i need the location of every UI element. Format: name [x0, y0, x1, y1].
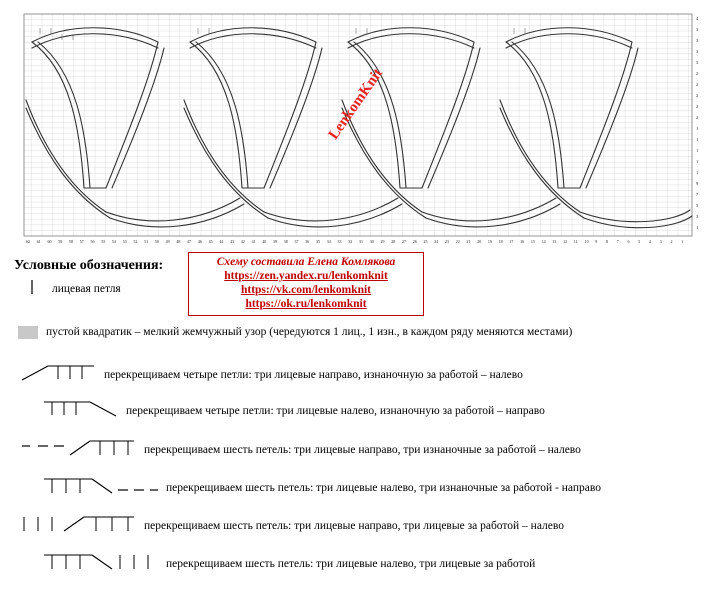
legend-item-label: перекрещиваем четыре петли: три лицевые налево, изнаночную за работой – направо: [126, 405, 545, 417]
column-label: 18: [498, 239, 503, 244]
column-label: 46: [197, 239, 202, 244]
column-label: 19: [487, 239, 492, 244]
column-label: 48: [176, 239, 181, 244]
knit-stitch-icon: [18, 278, 52, 301]
column-label: 57: [79, 239, 84, 244]
legend-item-knit-stitch: [18, 278, 121, 301]
legend-item-seed-stitch: [18, 326, 572, 339]
column-label: 7: [616, 239, 619, 244]
column-label: 14: [541, 239, 546, 244]
column-label: 5: [638, 239, 641, 244]
legend-item-label: перекрещиваем шесть петель: три лицевые направо, три изнаночные за работой – налево: [144, 444, 581, 456]
credit-link-vk[interactable]: https://vk.com/lenkomknit: [240, 284, 372, 296]
svg-text:5: 5: [696, 203, 699, 208]
column-label: 50: [154, 239, 159, 244]
column-label: 44: [219, 239, 224, 244]
svg-text:2: 2: [696, 93, 699, 98]
column-label: 11: [573, 239, 578, 244]
svg-text:3: 3: [696, 38, 699, 43]
cable-6-purl-left-icon: [40, 474, 160, 503]
column-label: 20: [477, 239, 482, 244]
legend-item-cable-6-knit-left: [40, 550, 535, 579]
svg-text:2: 2: [696, 82, 699, 87]
column-label: 15: [530, 239, 535, 244]
cable-4-right-icon: [18, 362, 98, 389]
knitting-chart: [10, 8, 710, 248]
cable-4-left-icon: [40, 398, 120, 425]
legend-title: Условные обозначения:: [14, 258, 164, 273]
column-label: 54: [111, 239, 116, 244]
column-label: 36: [305, 239, 310, 244]
column-label: 55: [101, 239, 106, 244]
svg-text:1: 1: [696, 159, 699, 164]
credit-link-zen[interactable]: https://zen.yandex.ru/lenkomknit: [224, 270, 388, 282]
column-label: 45: [208, 239, 213, 244]
column-label: 21: [466, 239, 471, 244]
legend-item-cable-6-purl-right: [18, 436, 581, 465]
column-label: 13: [552, 239, 557, 244]
column-label: 34: [326, 239, 331, 244]
column-label: 42: [240, 239, 245, 244]
column-label: 38: [283, 239, 288, 244]
legend-item-cable-4-right: [18, 362, 523, 389]
column-label: 30: [369, 239, 374, 244]
column-label: 41: [251, 239, 256, 244]
column-label: 24: [434, 239, 439, 244]
legend-item-label: лицевая петля: [52, 283, 121, 295]
column-label: 35: [316, 239, 320, 244]
legend-item-cable-4-left: [40, 398, 545, 425]
column-label: 52: [133, 239, 138, 244]
column-label: 47: [187, 239, 192, 244]
column-label: 49: [165, 239, 170, 244]
legend-item-label: перекрещиваем шесть петель: три лицевые налево, три изнаночные за работой - направо: [166, 482, 601, 494]
column-label: 56: [90, 239, 95, 244]
column-label: 39: [273, 239, 278, 244]
column-label: 62: [26, 239, 30, 244]
cable-6-knit-right-icon: [18, 512, 138, 541]
column-label: 22: [455, 239, 460, 244]
column-label: 43: [230, 239, 235, 244]
svg-text:9: 9: [696, 181, 699, 186]
column-label: 10: [584, 239, 589, 244]
column-label: 33: [337, 239, 342, 244]
svg-text:2: 2: [696, 71, 699, 76]
column-label: 4: [649, 239, 651, 244]
credit-author: Схему составила Елена Комлякова: [216, 256, 396, 268]
column-label: 16: [520, 239, 525, 244]
svg-text:1: 1: [696, 225, 699, 230]
column-label: 58: [69, 239, 73, 244]
legend-item-label: перекрещиваем шесть петель: три лицевые налево, три лицевые за работой: [166, 558, 536, 570]
legend-item-label: пустой квадратик – мелкий жемчужный узор (чередуются 1 лиц., 1 изн., в каждом ряду меняются местами): [46, 326, 573, 338]
svg-text:3: 3: [696, 49, 699, 54]
column-label: 31: [359, 239, 363, 244]
svg-text:7: 7: [696, 192, 699, 197]
legend-item-label: перекрещиваем шесть петель: три лицевые направо, три лицевые за работой – налево: [144, 520, 564, 532]
column-label: 53: [122, 239, 127, 244]
svg-text:2: 2: [696, 104, 699, 109]
column-label: 12: [563, 239, 568, 244]
column-label: 60: [47, 239, 52, 244]
column-label: 59: [58, 239, 63, 244]
chart-grid-svg: [10, 8, 710, 248]
column-label: 51: [144, 239, 149, 244]
column-label: 6: [627, 239, 630, 244]
svg-text:3: 3: [696, 60, 699, 65]
svg-text:4: 4: [696, 16, 699, 21]
svg-text:3: 3: [696, 27, 699, 32]
column-label: 61: [36, 239, 41, 244]
column-label: 9: [595, 239, 598, 244]
svg-text:3: 3: [696, 214, 699, 219]
legend-item-cable-6-knit-right: [18, 512, 564, 541]
column-label: 8: [606, 239, 609, 244]
column-label: 29: [380, 239, 385, 244]
credit-link-ok[interactable]: https://ok.ru/lenkomknit: [245, 298, 367, 310]
svg-text:2: 2: [696, 115, 699, 120]
cable-6-knit-left-icon: [40, 550, 160, 579]
cable-6-purl-right-icon: [18, 436, 138, 465]
column-label: 17: [509, 239, 514, 244]
column-label: 1: [681, 239, 684, 244]
svg-text:1: 1: [696, 148, 699, 153]
legend: [14, 258, 714, 274]
svg-text:1: 1: [696, 137, 699, 142]
svg-text:1: 1: [696, 126, 699, 131]
column-label: 32: [348, 239, 353, 244]
column-label: 2: [670, 239, 673, 244]
svg-text:1: 1: [696, 170, 699, 175]
column-label: 27: [402, 239, 406, 244]
column-label: 26: [412, 239, 417, 244]
column-label: 3: [659, 239, 662, 244]
column-label: 25: [423, 239, 428, 244]
gray-square-icon: [18, 326, 38, 339]
column-label: 40: [262, 239, 267, 244]
column-label: 23: [444, 239, 449, 244]
watermark-text: LenkomKnit: [325, 65, 387, 143]
column-label: 37: [294, 239, 299, 244]
column-label: 28: [391, 239, 396, 244]
legend-item-cable-6-purl-left: [40, 474, 601, 503]
legend-item-label: перекрещиваем четыре петли: три лицевые направо, изнаночную за работой – налево: [104, 369, 523, 381]
